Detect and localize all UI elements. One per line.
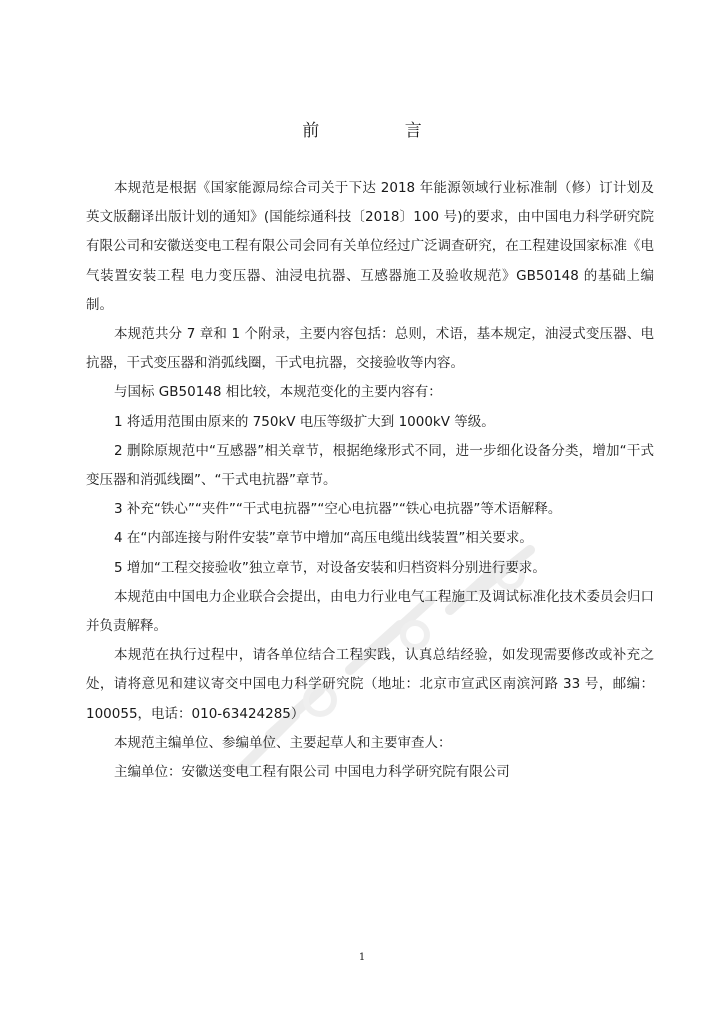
paragraph-units-intro: 本规范主编单位、参编单位、主要起草人和主要审查人： <box>114 734 452 751</box>
paragraph-change-5: 5 增加“工程交接验收”独立章节，对设备安装和归档资料分别进行要求。 <box>114 559 546 576</box>
paragraph-contents: 本规范共分 7 章和 1 个附录，主要内容包括：总则，术语，基本规定，油浸式变压器、电抗器，干式变压器和消弧线圈，干式电抗器，交接验收等内容。 <box>86 326 654 372</box>
document-body <box>86 174 654 787</box>
paragraph-change-2: 2 删除原规范中“互感器”相关章节，根据绝缘形式不同，进一步细化设备分类，增加“干式变压器和消弧线圈”、“干式电抗器”章节。 <box>86 442 654 489</box>
paragraph-change-1: 1 将适用范围由原来的 750kV 电压等级扩大到 1000kV 等级。 <box>114 413 495 430</box>
page-title: 前 言 <box>302 121 462 141</box>
paragraph-change-4: 4 在“内部连接与附件安装”章节中增加“高压电缆出线装置”相关要求。 <box>114 530 533 547</box>
paragraph-proposer: 本规范由中国电力企业联合会提出，由电力行业电气工程施工及调试标准化技术委员会归口并负责解释。 <box>86 588 654 635</box>
page-number: 1 <box>358 952 366 963</box>
paragraph-comparison-intro: 与国标 GB50148 相比较，本规范变化的主要内容有： <box>114 384 442 401</box>
paragraph-basis: 本规范是根据《国家能源局综合司关于下达 2018 年能源领域行业标准制（修）订计划及英文版翻译出版计划的通知》(国能综通科技〔2018〕100 号)的要求，由中国电力科学研究院有限公司和安徽送变电工程有限公司会同有关单位经过广泛调查研究，在工程建设国家标准《电气装置安装工程 电力变压器、油浸电抗器、互感器施工及验收规范》GB50148 的基础上编制。 <box>86 180 654 313</box>
paragraph-feedback: 本规范在执行过程中，请各单位结合工程实践，认真总结经验，如发现需要修改或补充之处，请将意见和建议寄交中国电力科学研究院（地址：北京市宣武区南滨河路 33 号，邮编：100055，电话：010-63424285） <box>86 647 654 722</box>
paragraph-change-3: 3 补充“铁心”“夹件”“干式电抗器”“空心电抗器”“铁心电抗器”等术语解释。 <box>114 501 562 518</box>
paragraph-chief-units: 主编单位：安徽送变电工程有限公司 中国电力科学研究院有限公司 <box>114 764 510 781</box>
